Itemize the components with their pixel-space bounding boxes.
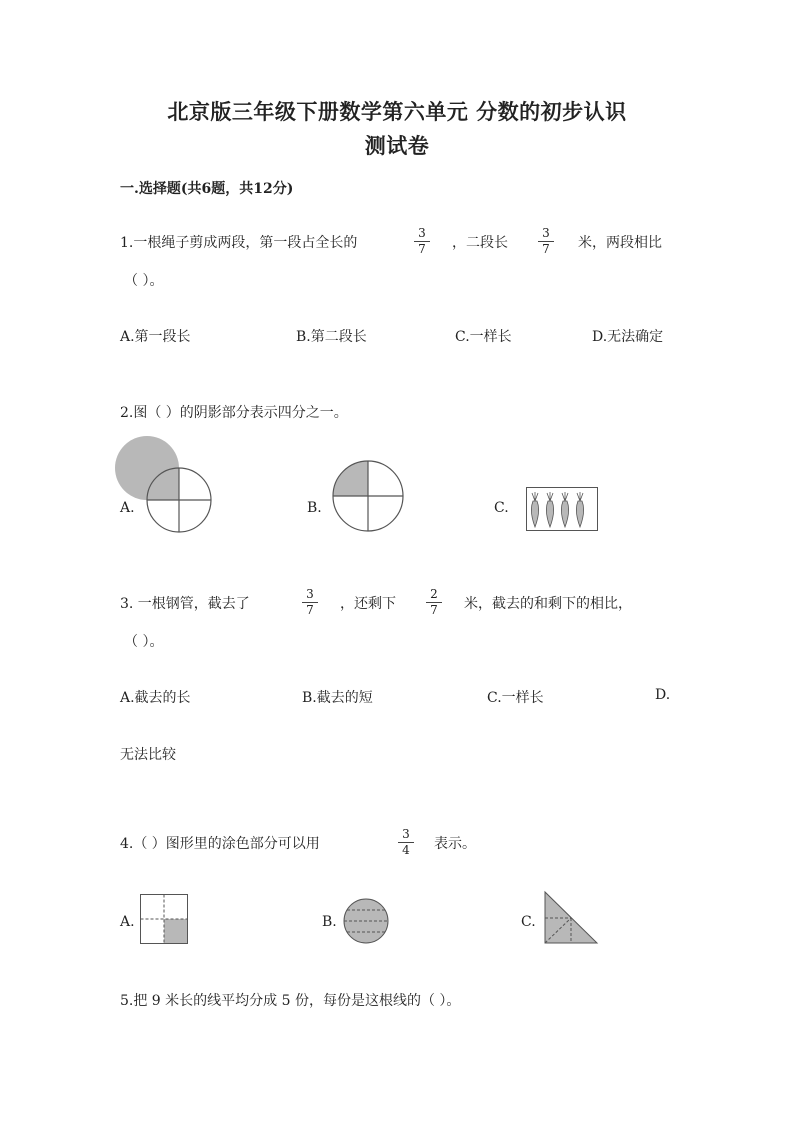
q4-option-b[interactable]: B. xyxy=(322,914,337,930)
fraction-denominator: 7 xyxy=(418,242,426,256)
q2-figure-a-circle xyxy=(145,466,213,534)
q1-option-a[interactable]: A.第一段长 xyxy=(120,329,191,345)
q5-text: 5.把 9 米长的线平均分成 5 份，每份是这根线的（ ）。 xyxy=(120,993,461,1009)
fraction-numerator: 3 xyxy=(402,827,410,841)
fraction-denominator: 7 xyxy=(306,603,314,617)
q3-option-a[interactable]: A.截去的长 xyxy=(120,690,191,706)
q4-figure-a-square xyxy=(140,894,188,944)
fraction-denominator: 4 xyxy=(402,843,410,857)
q3-text-c: 米，截去的和剩下的相比， xyxy=(464,596,632,612)
q2-option-b[interactable]: B. xyxy=(307,500,322,516)
q3-fraction-2 xyxy=(426,588,442,617)
q1-text-d: （ ）。 xyxy=(124,273,164,289)
q4-text-a: 4.（ ）图形里的涂色部分可以用 xyxy=(120,836,320,852)
fraction-denominator: 7 xyxy=(430,603,438,617)
q3-option-d[interactable]: D. xyxy=(655,687,671,703)
q1-option-b[interactable]: B.第二段长 xyxy=(296,329,367,345)
q2-option-c[interactable]: C. xyxy=(494,500,509,516)
q1-option-d[interactable]: D.无法确定 xyxy=(592,329,664,345)
q3-option-d-text[interactable]: 无法比较 xyxy=(120,747,176,763)
fraction-numerator: 3 xyxy=(542,226,550,240)
q4-option-a[interactable]: A. xyxy=(120,914,135,930)
q1-fraction-2 xyxy=(538,227,554,256)
q4-figure-c-triangle xyxy=(544,891,598,944)
q2-figure-b-circle xyxy=(331,459,405,533)
fraction-numerator: 2 xyxy=(430,587,438,601)
q4-figure-b-circle xyxy=(343,898,389,944)
q1-fraction-1 xyxy=(414,227,430,256)
q4-text-b: 表示。 xyxy=(434,836,476,852)
page-title-line2: 测试卷 xyxy=(364,133,430,158)
q1-text-c: 米，两段相比 xyxy=(578,235,662,251)
q1-text-b: ，二段长 xyxy=(452,235,508,251)
q3-option-c[interactable]: C.一样长 xyxy=(487,690,544,706)
section-heading: 一.选择题(共6题，共12分) xyxy=(120,181,294,197)
q1-text-a: 1.一根绳子剪成两段，第一段占全长的 xyxy=(120,235,358,251)
q1-option-c[interactable]: C.一样长 xyxy=(455,329,512,345)
fraction-denominator: 7 xyxy=(542,242,550,256)
fraction-numerator: 3 xyxy=(418,226,426,240)
q2-text: 2.图（ ）的阴影部分表示四分之一。 xyxy=(120,405,348,421)
fraction-numerator: 3 xyxy=(306,587,314,601)
q3-text-a: 3. 一根钢管，截去了 xyxy=(120,596,250,612)
q3-text-d: （ ）。 xyxy=(124,634,164,650)
q4-fraction xyxy=(398,828,414,857)
q3-text-b: ，还剩下 xyxy=(340,596,396,612)
q2-figure-c-radishes xyxy=(526,487,598,531)
q3-option-b[interactable]: B.截去的短 xyxy=(302,690,373,706)
q3-fraction-1 xyxy=(302,588,318,617)
page-title: 北京版三年级下册数学第六单元 分数的初步认识 xyxy=(167,99,627,124)
q2-option-a[interactable]: A. xyxy=(120,500,135,516)
q4-option-c[interactable]: C. xyxy=(521,914,536,930)
